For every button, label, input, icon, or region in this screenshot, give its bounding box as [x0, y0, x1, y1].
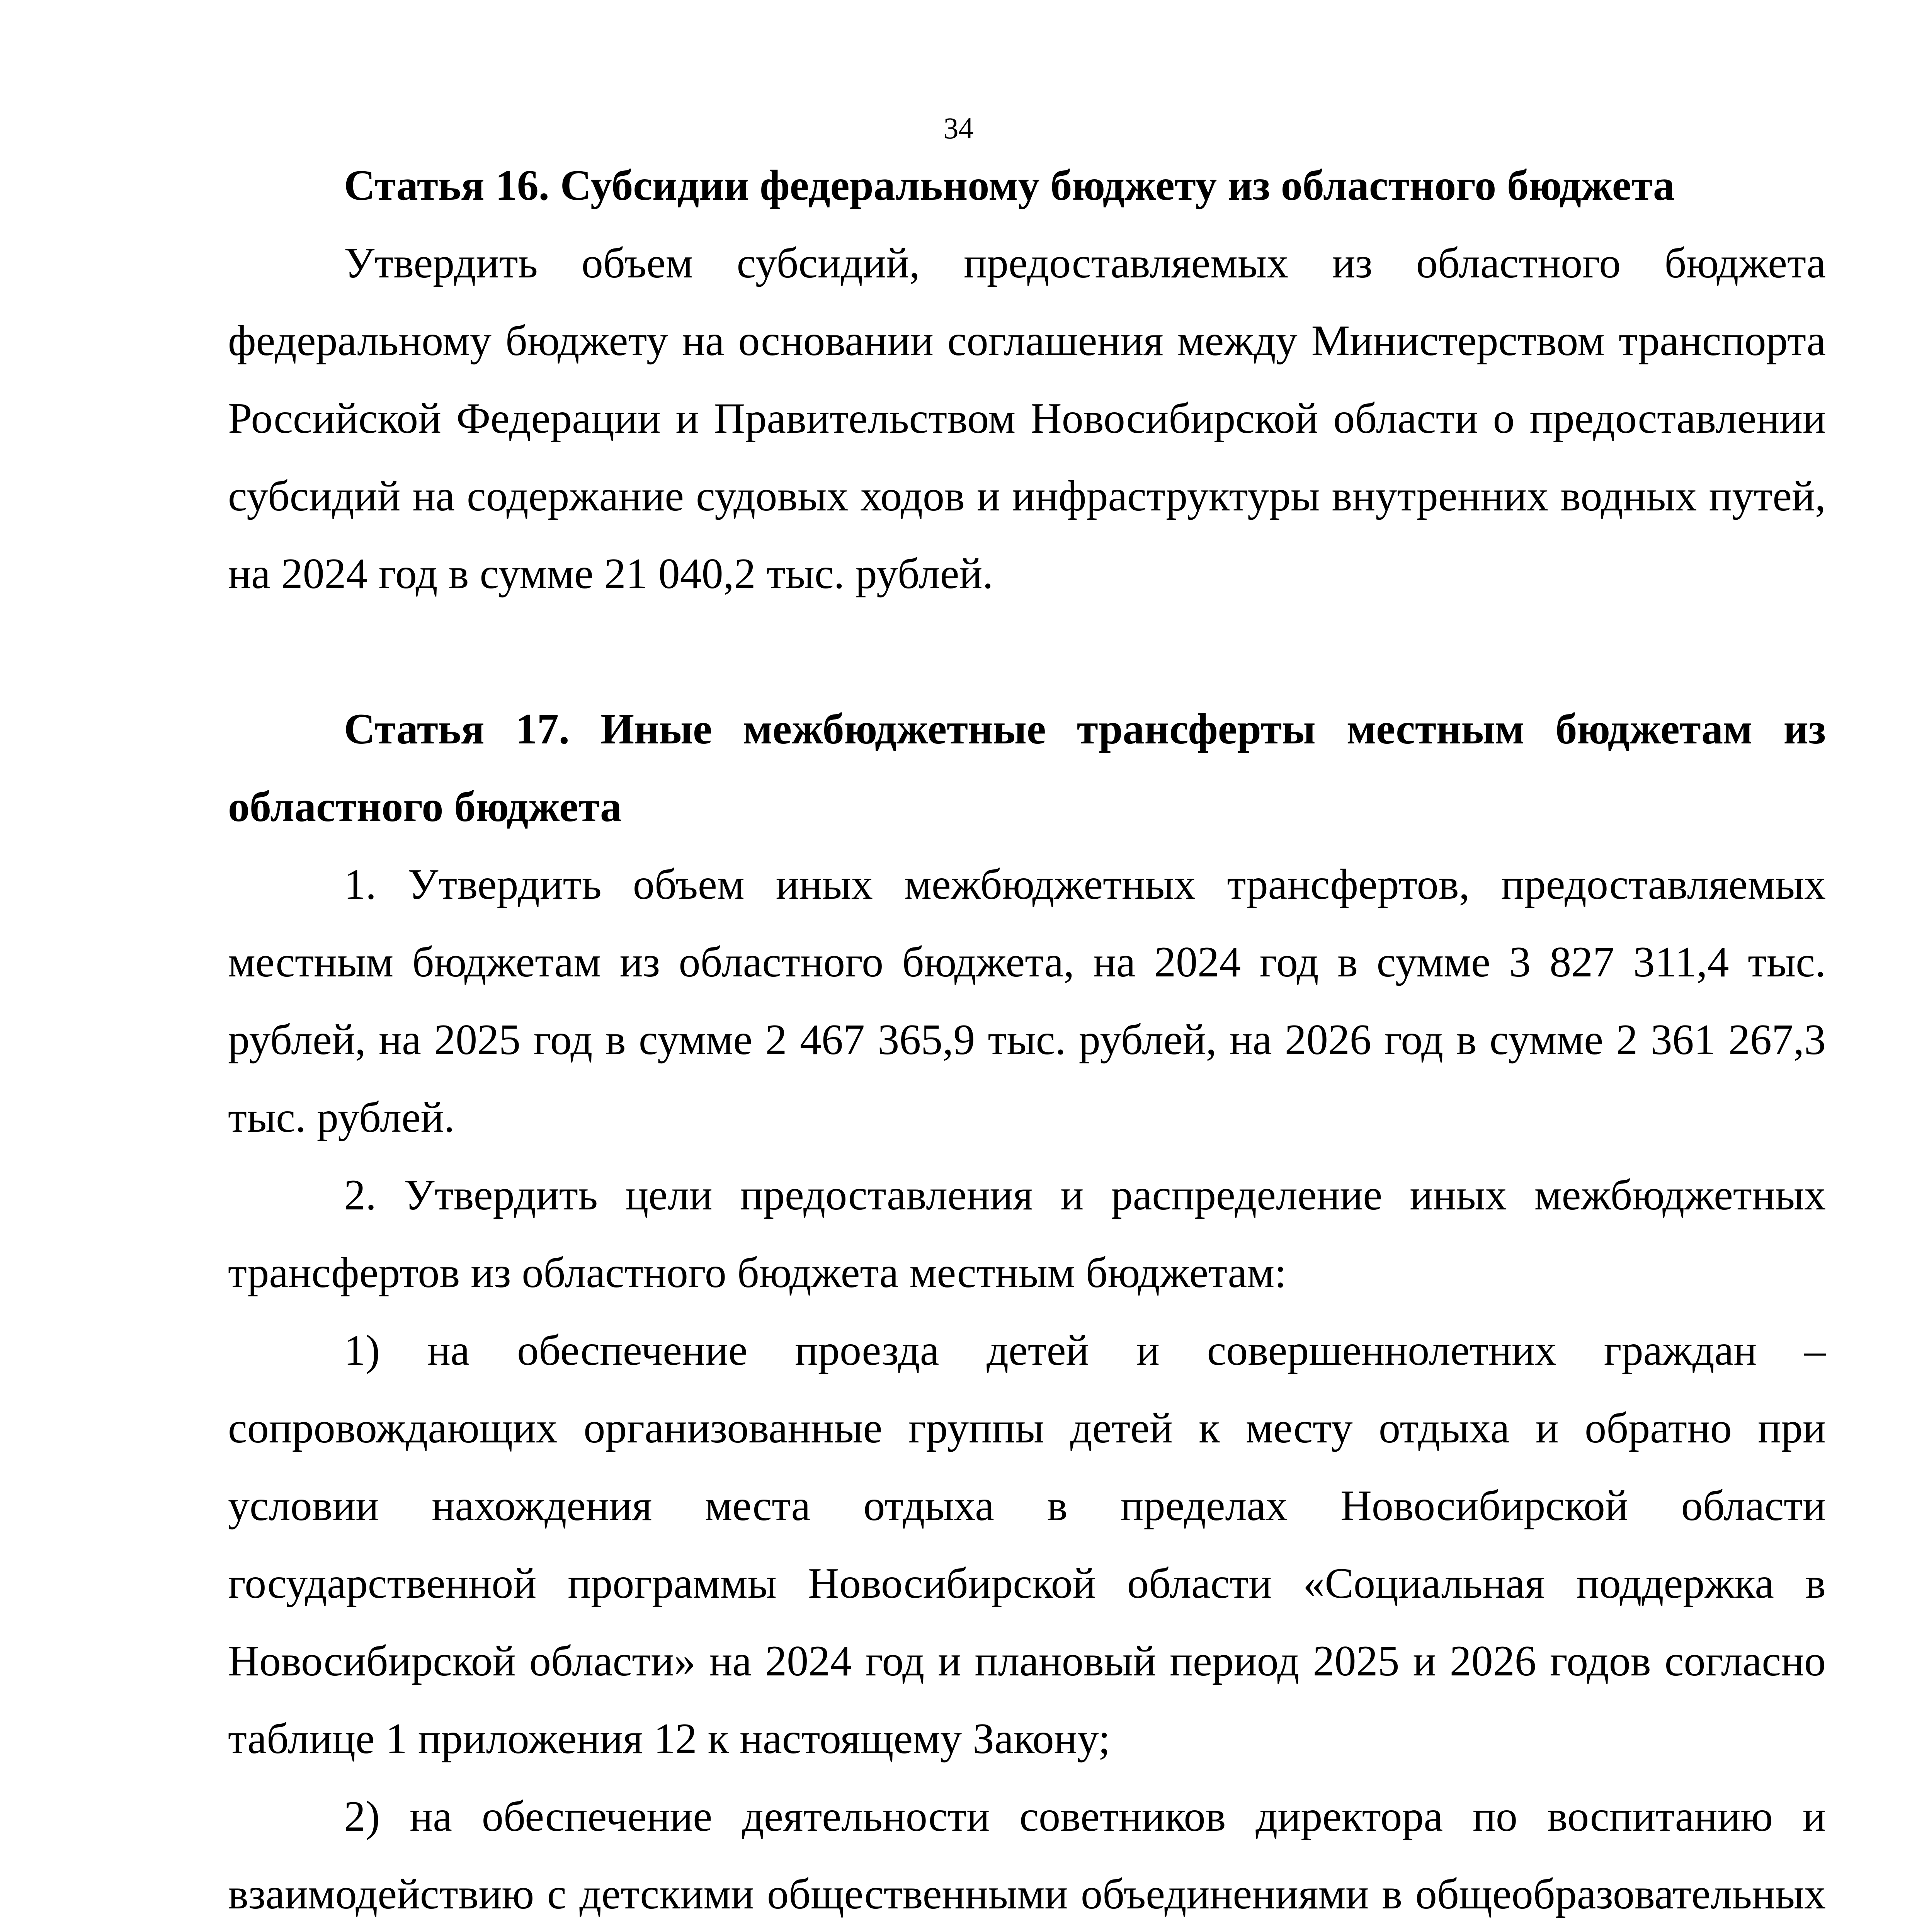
article-17-item-1: 1) на обеспечение проезда детей и совершеннолетних граждан – сопровождающих организованные группы детей к месту отдыха и обратно при условии нахождения места отдыха в пределах Новосибирской области государственной программы Новосибирской области «Социальная поддержка в Новосибирской области» на 2024 год и плановый период 2025 и 2026 годов согласно таблице 1 приложения 12 к настоящему Закону; [228, 1327, 1826, 1763]
article-17-paragraph-1: 1. Утвердить объем иных межбюджетных трансфертов, предоставляемых местным бюджетам из областного бюджета, на 2024 год в сумме 3 827 311,4 тыс. рублей, на 2025 год в сумме 2 467 365,9 тыс. рублей, на 2026 год в сумме 2 361 267,3 тыс. рублей. [228, 861, 1826, 1141]
article-17-item-2: 2) на обеспечение деятельности советников директора по воспитанию и взаимодействию с детскими общественными объединениями в общеобразовательных [228, 1793, 1826, 1918]
section-spacer [228, 613, 1826, 690]
article-17-heading: Статья 17. Иные межбюджетные трансферты местным бюджетам из областного бюджета [228, 705, 1826, 831]
article-16-text: Утвердить объем субсидий, предоставляемых из областного бюджета федеральному бюджету на основании соглашения между Министерством транспорта Российской Федерации и Правительством Новосибирской области о предоставлении субсидий на содержание судовых ходов и инфраструктуры внутренних водных путей, на 2024 год в сумме 21 040,2 тыс. рублей. [228, 239, 1826, 598]
document-body [228, 147, 1826, 1932]
article-16-heading: Статья 16. Субсидии федеральному бюджету из областного бюджета [344, 162, 1675, 209]
article-17-paragraph-2: 2. Утвердить цели предоставления и распределение иных межбюджетных трансфертов из областного бюджета местным бюджетам: [228, 1171, 1826, 1297]
page-number: 34 [943, 111, 974, 145]
